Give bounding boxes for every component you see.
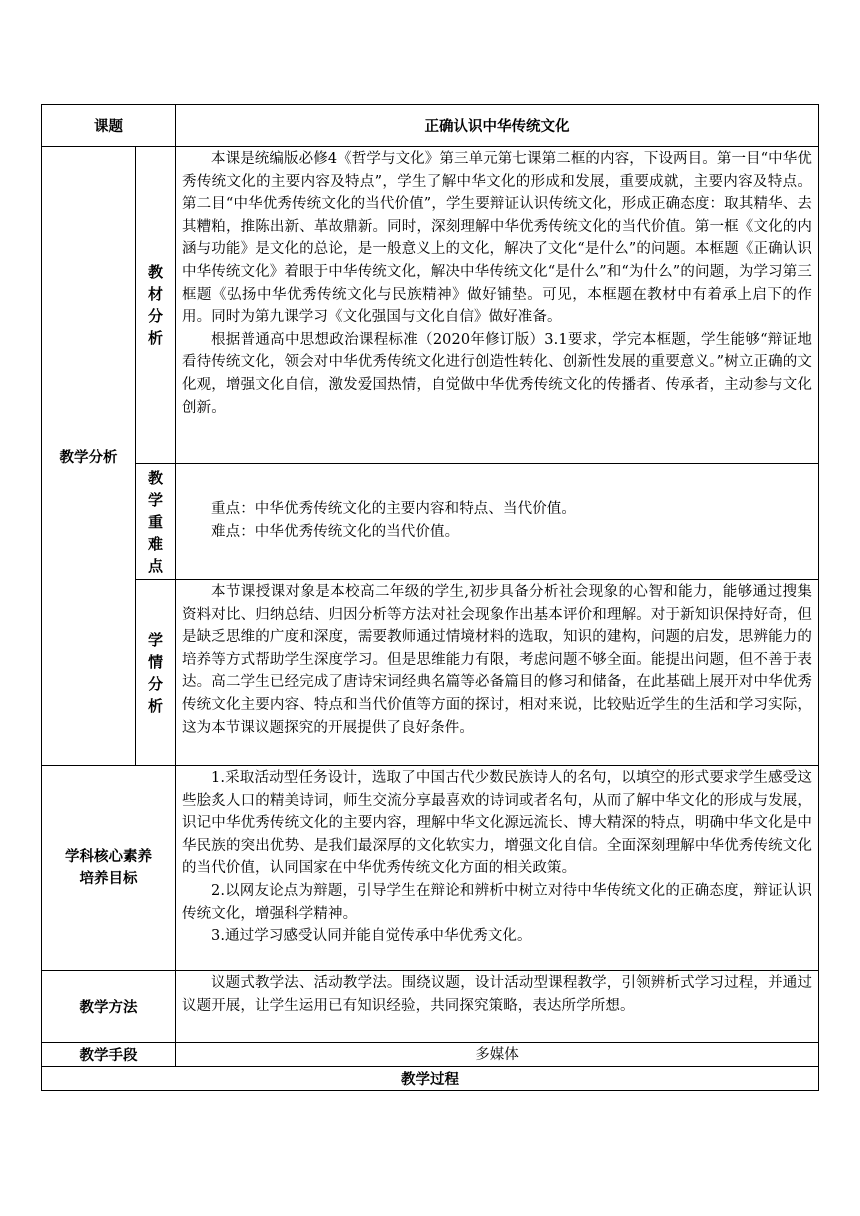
- goal-paragraph: 3.通过学习感受认同并能自觉传承中华优秀文化。: [211, 928, 532, 945]
- core-literacy-row: [42, 766, 819, 971]
- student-paragraph: 本节课授课对象是本校高二年级的学生,初步具备分析社会现象的心智和能力，能够通过搜集资料对比、归纳总结、归因分析等方法对社会现象作出基本评价和理解。对于新知识保持好奇，但是缺乏思维的广度和深度，需要教师通过情境材料的选取，知识的建构，问题的启发，思辨能力的培养等方式帮助学生深度学习。但是思维能力有限，考虑问题不够全面。能提出问题，但不善于表达。高二学生已经完成了唐诗宋词经典名篇等必备篇目的修习和储备，在此基础上展开对中华优秀传统文化主要内容、特点和当代价值等方面的探讨，相对来说，比较贴近学生的生活和学习实际，这为本节课议题探究的开展提供了良好条件。: [182, 584, 812, 736]
- key-points-label-char: 点: [147, 556, 163, 575]
- difficult-point-line: 难点：中华优秀传统文化的当代价值。: [211, 524, 460, 540]
- method-content: [176, 971, 819, 1043]
- method-text: 议题式教学法、活动教学法。围绕议题，设计活动型课程教学，引领辨析式学习过程，并通过议题开展，让学生运用已有知识经验，共同探究策略，表达所学所想。: [182, 975, 812, 1014]
- means-label: 教学手段: [42, 1043, 176, 1067]
- method-row: [42, 971, 819, 1043]
- key-points-label-char: 重: [147, 512, 163, 531]
- topic-value: 正确认识中华传统文化: [176, 105, 819, 147]
- material-analysis-row: [42, 147, 819, 464]
- student-label-char: 析: [147, 696, 163, 715]
- core-literacy-label-line: 学科核心素养: [65, 849, 152, 865]
- material-label-char: 教: [147, 263, 163, 281]
- process-row: [42, 1067, 819, 1091]
- means-row: [42, 1043, 819, 1067]
- material-analysis-content: [176, 147, 819, 464]
- material-label-char: 析: [147, 329, 163, 347]
- title-row: [42, 105, 819, 147]
- student-analysis-label: [136, 580, 176, 766]
- key-points-label-char: 难: [147, 534, 163, 553]
- student-label-char: 情: [147, 652, 163, 671]
- material-paragraph: 根据普通高中思想政治课程标准（2020年修订版）3.1要求，学完本框题，学生能够“辩证地看待传统文化，领会对中华优秀传统文化进行创造性转化、创新性发展的重要意义。”树立正确的文化观，增强文化自信，激发爱国热情，自觉做中华优秀传统文化的传播者、传承者，主动参与文化创新。: [182, 331, 812, 416]
- core-literacy-content: [176, 766, 819, 971]
- core-literacy-label-line: 培养目标: [79, 871, 138, 887]
- goal-paragraph: 1.采取活动型任务设计，选取了中国古代少数民族诗人的名句，以填空的形式要求学生感受这些脍炙人口的精美诗词，师生交流分享最喜欢的诗词或者名句，从而了解中华文化的形成与发展，识记中华优秀传统文化的主要内容，理解中华文化源远流长、博大精深的特点，明确中华文化是中华民族的突出优势、是我们最深厚的文化软实力，增强文化自信。全面深刻理解中华优秀传统文化的当代价值，认同国家在中华优秀传统文化方面的相关政策。: [182, 770, 812, 877]
- topic-label: 课题: [42, 105, 176, 147]
- key-points-row: [42, 464, 819, 580]
- lesson-plan-table: [41, 104, 819, 1091]
- goal-paragraph: 2.以网友论点为辩题，引导学生在辩论和辨析中树立对待中华传统文化的正确态度，辩证认识传统文化，增强科学精神。: [182, 882, 812, 922]
- key-points-label-char: 学: [147, 490, 163, 509]
- key-point-line: 重点：中华优秀传统文化的主要内容和特点、当代价值。: [211, 501, 576, 518]
- material-analysis-label: [136, 147, 176, 464]
- student-analysis-content: [176, 580, 819, 766]
- key-points-content: [176, 464, 819, 580]
- teaching-analysis-label: 教学分析: [42, 147, 136, 766]
- student-label-char: 学: [147, 630, 163, 649]
- material-label-char: 分: [147, 307, 163, 325]
- core-literacy-label: [42, 766, 176, 971]
- key-points-label: [136, 464, 176, 580]
- material-label-char: 材: [147, 285, 163, 303]
- means-value: 多媒体: [176, 1043, 819, 1067]
- student-analysis-row: [42, 580, 819, 766]
- material-paragraph: 本课是统编版必修4《哲学与文化》第三单元第七课第二框的内容，下设两目。第一目“中华优秀传统文化的主要内容及特点”，学生了解中华文化的形成和发展，重要成就，主要内容及特点。第二目“中华优秀传统文化的当代价值”，学生要辩证认识传统文化，形成正确态度：取其精华、去其糟粕，推陈出新、革故鼎新。同时，深刻理解中华优秀传统文化的当代价值。第一框《文化的内涵与功能》是文化的总论，是一般意义上的文化，解决了文化“是什么”的问题。本框题《正确认识中华传统文化》着眼于中华传统文化，解决中华传统文化“是什么”和“为什么”的问题，为学习第三框题《弘扬中华优秀传统文化与民族精神》做好铺垫。可见，本框题在教材中有着承上启下的作用。同时为第九课学习《文化强国与文化自信》做好准备。: [182, 151, 812, 326]
- student-label-char: 分: [147, 674, 163, 693]
- method-label: 教学方法: [42, 971, 176, 1043]
- process-label: 教学过程: [42, 1067, 819, 1091]
- key-points-label-char: 教: [147, 468, 163, 487]
